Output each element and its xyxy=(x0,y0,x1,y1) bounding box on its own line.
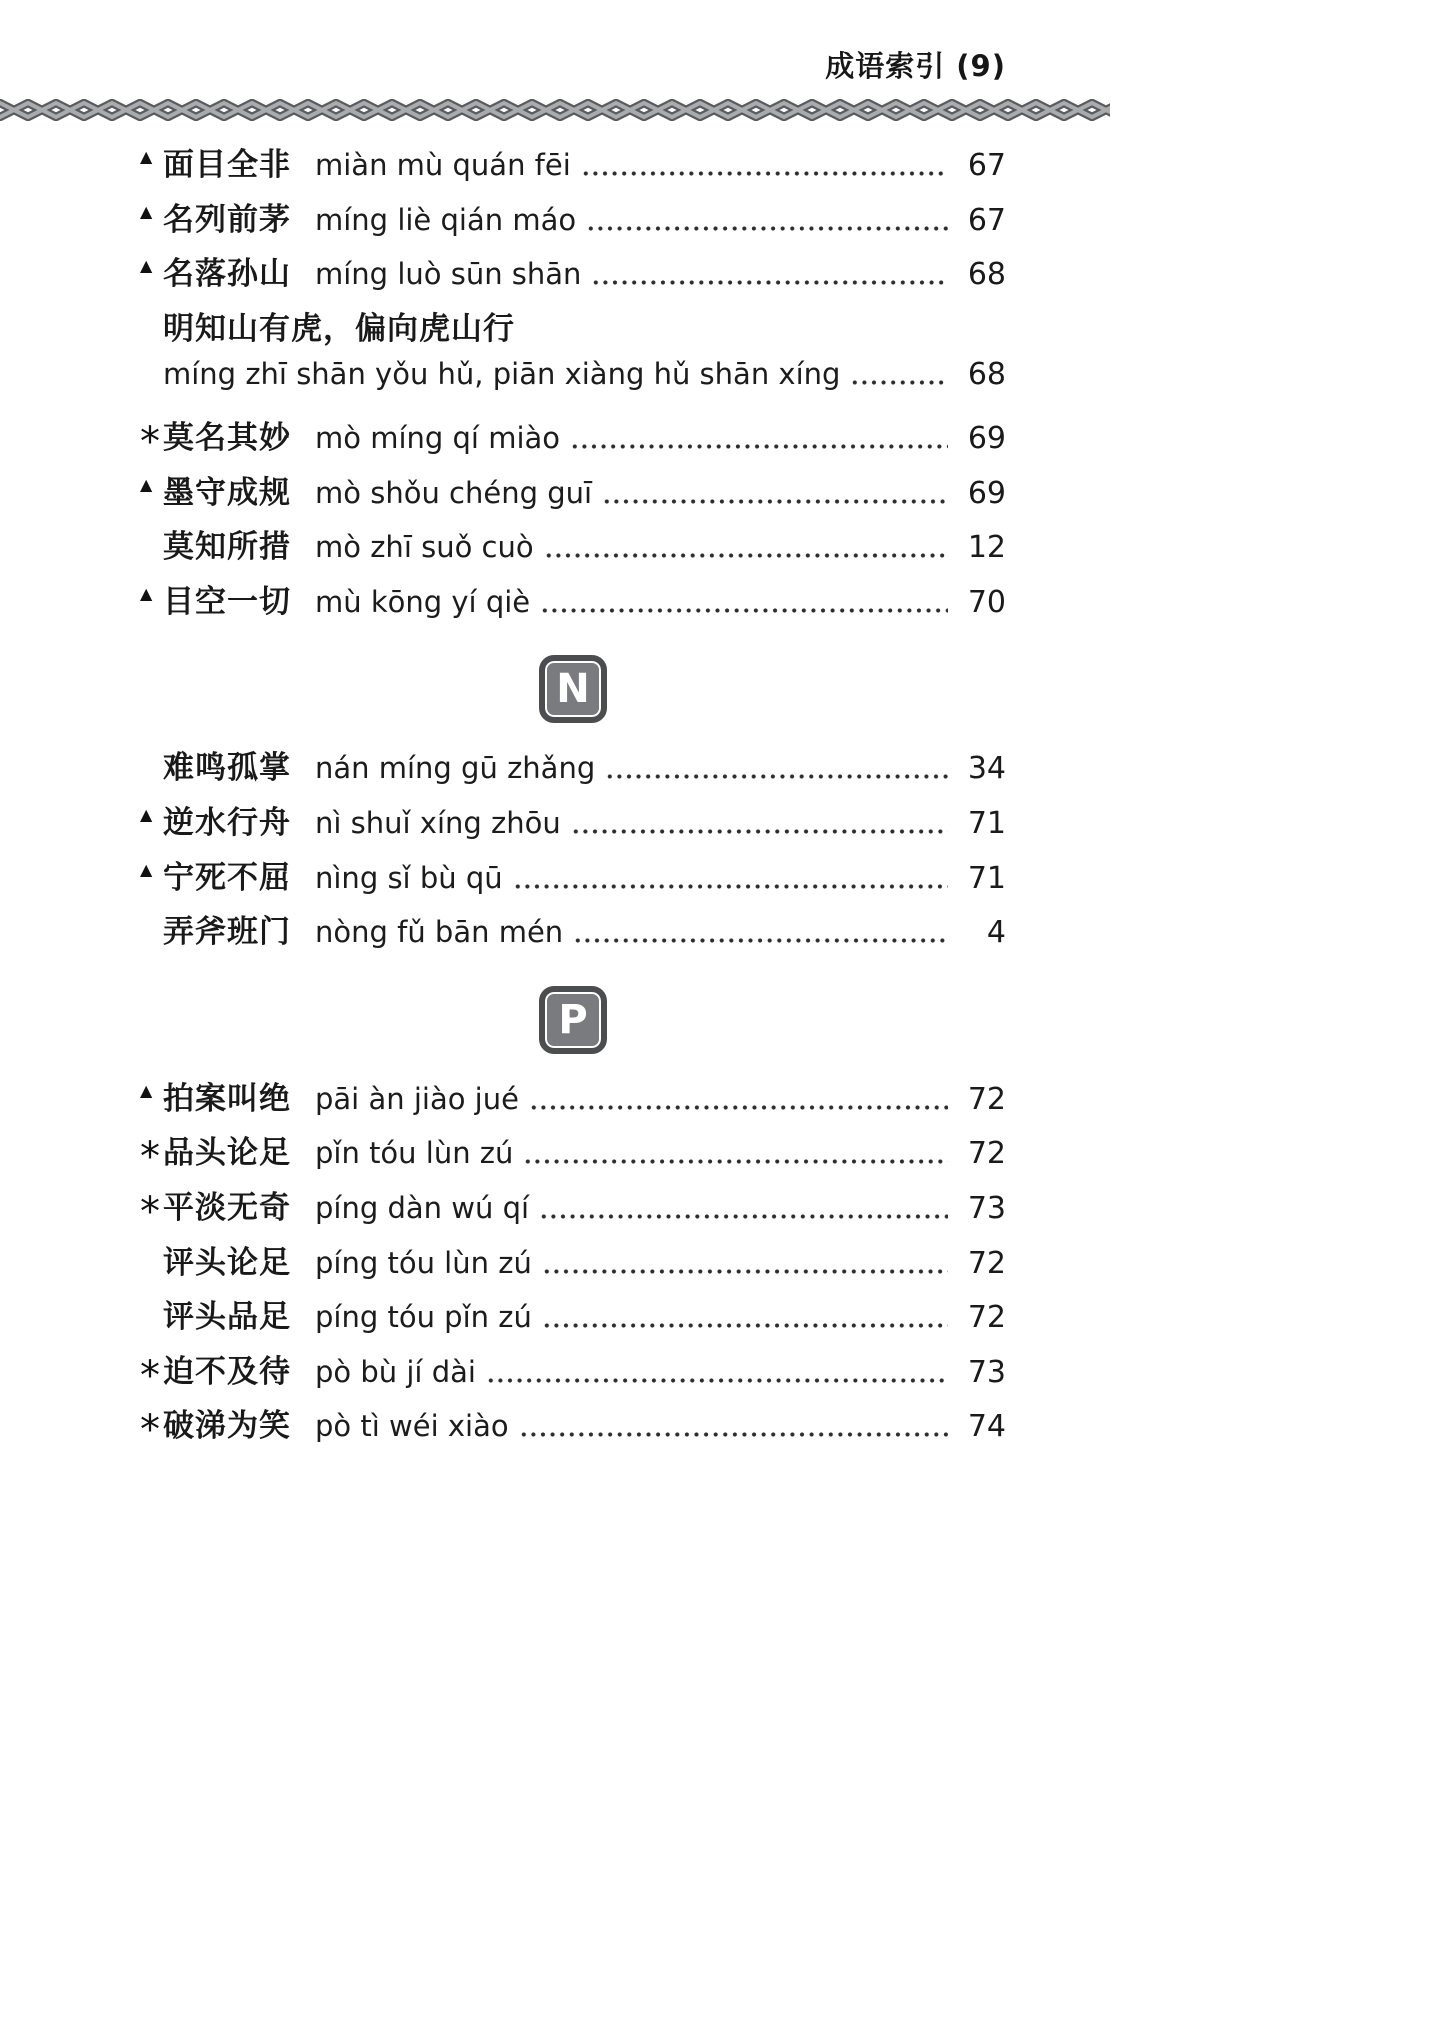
entry-pinyin: pāi àn jiào jué xyxy=(315,1081,519,1116)
entry-pinyin: píng tóu lùn zú xyxy=(315,1245,532,1280)
dotted-leader xyxy=(529,1103,948,1112)
entry-page-number: 71 xyxy=(967,805,1006,841)
chain-border-pattern xyxy=(0,99,1110,121)
asterisk-marker-icon: * xyxy=(140,1134,160,1181)
asterisk-marker-icon: * xyxy=(140,418,160,465)
entry-pinyin: mò zhī suǒ cuò xyxy=(315,530,534,565)
entry-page-number: 34 xyxy=(967,751,1006,787)
entry-term: 墨守成规 xyxy=(163,474,291,511)
entry-term: 目空一切 xyxy=(163,583,291,620)
entry-pinyin: mò shǒu chéng guī xyxy=(315,475,593,510)
section-letter-badge: P xyxy=(539,986,607,1054)
dotted-leader xyxy=(581,169,948,178)
entry-page-number: 73 xyxy=(967,1354,1006,1390)
entry-pinyin: mù kōng yí qiè xyxy=(315,584,531,619)
triangle-marker-icon: ▲ xyxy=(140,804,153,824)
section-letter-row xyxy=(140,981,1006,1059)
entry-pinyin: nì shuǐ xíng zhōu xyxy=(315,805,561,840)
entry-page-number: 67 xyxy=(967,202,1006,238)
dotted-leader xyxy=(542,1321,948,1330)
entry-page-number: 68 xyxy=(967,257,1006,293)
entry-term: 逆水行舟 xyxy=(163,804,291,841)
index-entry xyxy=(140,521,1006,576)
index-entry xyxy=(140,194,1006,249)
entry-term: 评头品足 xyxy=(163,1299,291,1336)
entry-page-number: 4 xyxy=(986,915,1006,951)
entry-page-number: 72 xyxy=(967,1300,1006,1336)
triangle-marker-icon: ▲ xyxy=(140,147,153,166)
index-entry xyxy=(140,1073,1006,1128)
index-entry xyxy=(140,1127,1006,1182)
entry-page-number: 12 xyxy=(967,530,1006,566)
dotted-leader xyxy=(570,442,948,451)
entry-page-number: 70 xyxy=(967,584,1006,620)
index-entry xyxy=(140,1291,1006,1346)
entry-page-number: 72 xyxy=(967,1136,1006,1172)
entry-pinyin: píng dàn wú qí xyxy=(315,1190,530,1225)
entry-term: 面目全非 xyxy=(163,147,291,183)
entry-page-number: 71 xyxy=(967,860,1006,896)
entry-term: 品头论足 xyxy=(163,1135,291,1172)
index-entry xyxy=(140,139,1006,194)
entry-pinyin: nòng fǔ bān mén xyxy=(315,915,564,950)
index-entry xyxy=(140,1182,1006,1237)
entry-page-number: 68 xyxy=(967,357,1006,393)
page-title: 成语索引 (9) xyxy=(825,49,1006,83)
dotted-leader xyxy=(605,772,948,781)
dotted-leader xyxy=(602,497,948,506)
triangle-marker-icon: ▲ xyxy=(140,1080,153,1100)
triangle-marker-icon: ▲ xyxy=(140,859,153,879)
triangle-marker-icon: ▲ xyxy=(140,201,153,221)
dotted-leader xyxy=(544,551,948,560)
entry-pinyin: pò bù jí dài xyxy=(315,1354,476,1389)
index-entry xyxy=(140,1346,1006,1401)
index-entry-term-line xyxy=(140,303,1006,358)
index-entry xyxy=(140,1237,1006,1292)
entry-term: 难鸣孤掌 xyxy=(163,750,291,787)
index-entry xyxy=(140,852,1006,907)
entry-page-number: 69 xyxy=(967,475,1006,511)
entry-pinyin: míng liè qián máo xyxy=(315,202,577,237)
index-entry xyxy=(140,906,1006,961)
entry-term: 评头论足 xyxy=(163,1244,291,1281)
asterisk-marker-icon: * xyxy=(140,1188,160,1235)
dotted-leader xyxy=(539,1212,948,1221)
entry-pinyin: nìng sǐ bù qū xyxy=(315,860,503,895)
entry-pinyin: nán míng gū zhǎng xyxy=(315,751,596,786)
entry-page-number: 69 xyxy=(967,420,1006,456)
dotted-leader xyxy=(586,224,948,233)
entry-pinyin: pǐn tóu lùn zú xyxy=(315,1136,514,1171)
entry-term: 名列前茅 xyxy=(163,201,291,238)
index-entry xyxy=(140,576,1006,631)
entry-page-number: 72 xyxy=(967,1081,1006,1117)
entry-pinyin: míng luò sūn shān xyxy=(315,257,582,292)
dotted-leader xyxy=(513,882,948,891)
entry-term: 迫不及待 xyxy=(163,1353,291,1390)
entry-term: 弄斧班门 xyxy=(163,914,291,951)
dotted-leader xyxy=(850,378,948,387)
asterisk-marker-icon: * xyxy=(140,1352,160,1399)
entry-page-number: 73 xyxy=(967,1190,1006,1226)
index-entry xyxy=(140,467,1006,522)
entry-term: 莫知所措 xyxy=(163,529,291,566)
entry-term: 明知山有虎，偏向虎山行 xyxy=(163,310,515,347)
entry-term: 破涕为笑 xyxy=(163,1408,291,1445)
entry-pinyin: mò míng qí miào xyxy=(315,420,561,455)
page-header xyxy=(140,0,1006,85)
entry-pinyin: píng tóu pǐn zú xyxy=(315,1300,532,1335)
index-entry xyxy=(140,412,1006,467)
chain-border-icon xyxy=(0,99,1110,121)
dotted-leader xyxy=(571,827,948,836)
dotted-leader xyxy=(573,936,948,945)
section-letter-badge: N xyxy=(539,655,607,723)
dotted-leader xyxy=(591,278,948,287)
entry-page-number: 67 xyxy=(967,148,1006,183)
entry-pinyin: miàn mù quán fēi xyxy=(315,148,571,182)
entry-term: 名落孙山 xyxy=(163,256,291,293)
entry-pinyin: pò tì wéi xiào xyxy=(315,1409,509,1444)
entry-page-number: 74 xyxy=(967,1409,1006,1445)
triangle-marker-icon: ▲ xyxy=(140,583,153,603)
entry-term: 莫名其妙 xyxy=(163,419,291,456)
section-letter-row xyxy=(140,650,1006,728)
index-entry xyxy=(140,742,1006,797)
dotted-leader xyxy=(519,1430,948,1439)
index-entry xyxy=(140,248,1006,303)
dotted-leader xyxy=(542,1267,948,1276)
index-entry xyxy=(140,1400,1006,1455)
triangle-marker-icon: ▲ xyxy=(140,474,153,494)
index-entry xyxy=(140,797,1006,852)
entry-term: 平淡无奇 xyxy=(163,1189,291,1226)
entry-page-number: 72 xyxy=(967,1245,1006,1281)
index-entry-pinyin-line xyxy=(140,357,1006,412)
asterisk-marker-icon: * xyxy=(140,1407,160,1454)
entry-pinyin: míng zhī shān yǒu hǔ, piān xiàng hǔ shān xíng xyxy=(163,357,841,392)
dotted-leader xyxy=(523,1157,948,1166)
dotted-leader xyxy=(540,606,948,615)
entry-term: 宁死不屈 xyxy=(163,859,291,896)
index-content xyxy=(140,139,1006,1455)
dotted-leader xyxy=(486,1376,948,1385)
entry-term: 拍案叫绝 xyxy=(163,1080,291,1117)
triangle-marker-icon: ▲ xyxy=(140,256,153,276)
